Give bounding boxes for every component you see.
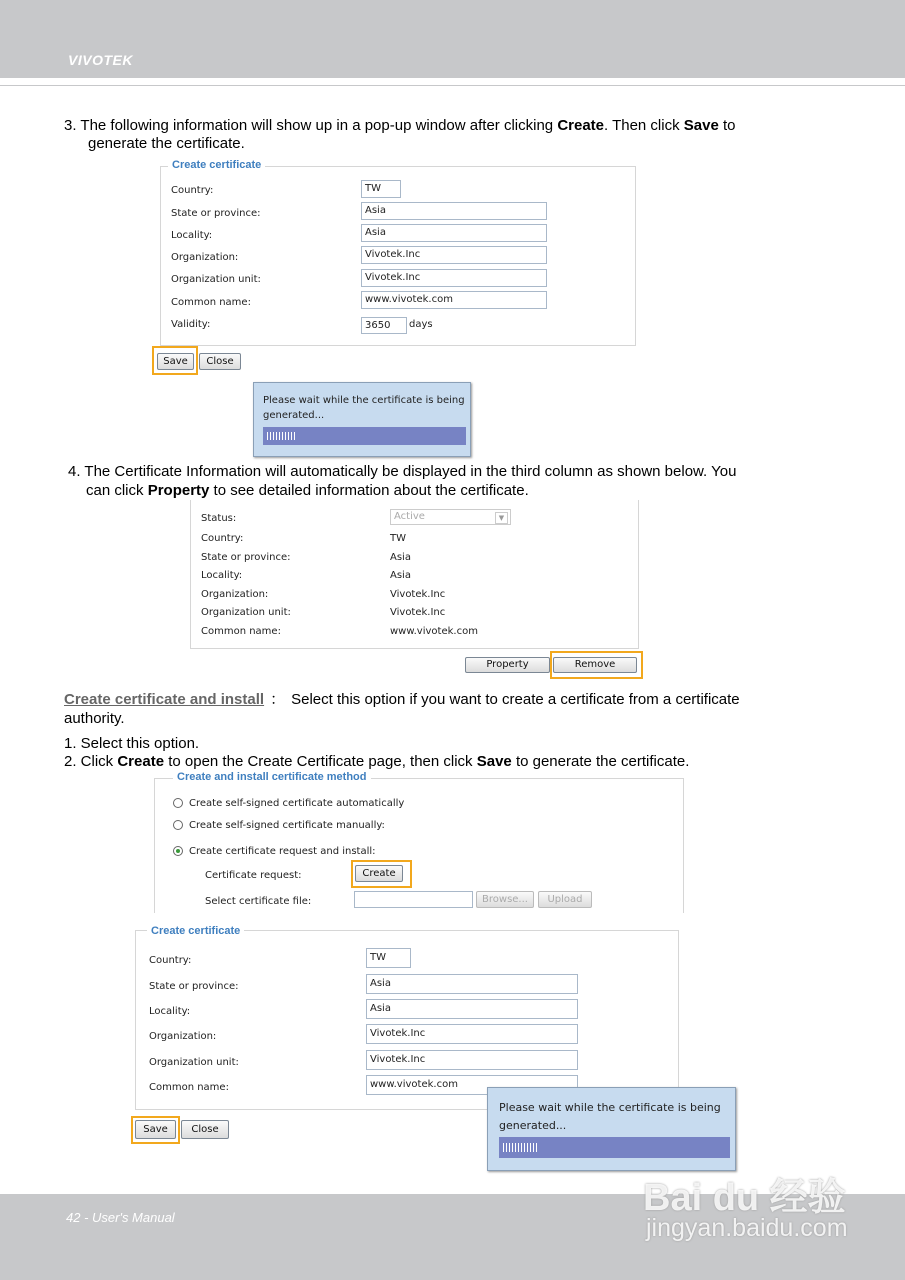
chevron-down-icon: ▼ xyxy=(495,512,508,524)
locality-label-2: Locality: xyxy=(149,1006,191,1017)
cert-file-label: Select certificate file: xyxy=(205,896,312,907)
organization-label: Organization: xyxy=(171,252,239,263)
upload-button[interactable]: Upload xyxy=(538,891,592,908)
property-button[interactable]: Property xyxy=(465,657,550,673)
radio-auto-label: Create self-signed certificate automatically xyxy=(189,798,405,809)
info-organization-value: Vivotek.Inc xyxy=(390,589,446,600)
validity-label: Validity: xyxy=(171,319,211,330)
locality-input[interactable]: Asia xyxy=(361,224,547,242)
info-organization-label: Organization: xyxy=(201,589,269,600)
organization-label-2: Organization: xyxy=(149,1031,217,1042)
create-certificate-legend-2: Create certificate xyxy=(147,925,244,937)
header-divider xyxy=(0,85,905,86)
save-button[interactable]: Save xyxy=(157,353,194,370)
common-name-input-2[interactable]: www.vivotek.com xyxy=(366,1075,578,1095)
step4-text-line2: can click Property to see detailed information about the certificate. xyxy=(86,482,529,499)
validity-unit: days xyxy=(409,319,433,330)
popup-message: Please wait while the certificate is being generated... xyxy=(263,395,465,421)
radio-request-label: Create certificate request and install: xyxy=(189,846,376,857)
info-organization-unit-label: Organization unit: xyxy=(201,607,291,618)
radio-request[interactable] xyxy=(173,846,183,856)
page-number: 42 - User's Manual xyxy=(66,1210,175,1225)
info-state-label: State or province: xyxy=(201,552,291,563)
create-button[interactable]: Create xyxy=(355,865,403,882)
step2-text: 2. Click Create to open the Create Certificate page, then click Save to generate the certificate. xyxy=(64,753,690,770)
common-name-label: Common name: xyxy=(171,297,251,308)
brand-logo: VIVOTEK xyxy=(68,52,133,68)
state-input-2[interactable]: Asia xyxy=(366,974,578,994)
browse-button[interactable]: Browse... xyxy=(476,891,534,908)
status-select[interactable]: Active ▼ xyxy=(390,509,511,525)
watermark-url: jingyan.baidu.com xyxy=(646,1214,848,1242)
progress-fill xyxy=(267,432,297,440)
validity-input[interactable]: 3650 xyxy=(361,317,407,334)
info-country-value: TW xyxy=(390,533,406,544)
section-heading-line2: authority. xyxy=(64,710,125,727)
close-button[interactable]: Close xyxy=(199,353,241,370)
info-locality-label: Locality: xyxy=(201,570,243,581)
organization-unit-input-2[interactable]: Vivotek.Inc xyxy=(366,1050,578,1070)
progress-fill-2 xyxy=(503,1143,537,1152)
section-heading: Create certificate and install ： Select this option if you want to create a certificate from a certificate xyxy=(64,691,740,708)
status-label: Status: xyxy=(201,513,237,524)
state-label: State or province: xyxy=(171,208,261,219)
close-button-2[interactable]: Close xyxy=(181,1120,229,1139)
radio-manual[interactable] xyxy=(173,820,183,830)
locality-input-2[interactable]: Asia xyxy=(366,999,578,1019)
popup-message-2: Please wait while the certificate is being generated... xyxy=(499,1101,721,1132)
country-input-2[interactable]: TW xyxy=(366,948,411,968)
save-button-2[interactable]: Save xyxy=(135,1120,176,1139)
watermark-logo: Bai du 经验 xyxy=(643,1177,846,1219)
common-name-input[interactable]: www.vivotek.com xyxy=(361,291,547,309)
method-legend: Create and install certificate method xyxy=(173,771,371,783)
organization-input-2[interactable]: Vivotek.Inc xyxy=(366,1024,578,1044)
step3-text-line2: generate the certificate. xyxy=(88,135,245,152)
cert-file-input[interactable] xyxy=(354,891,473,908)
country-input[interactable]: TW xyxy=(361,180,401,198)
info-country-label: Country: xyxy=(201,533,244,544)
radio-manual-label: Create self-signed certificate manually: xyxy=(189,820,385,831)
organization-unit-label-2: Organization unit: xyxy=(149,1057,239,1068)
info-common-name-value: www.vivotek.com xyxy=(390,626,478,637)
step1-text: 1. Select this option. xyxy=(64,735,200,752)
section-link[interactable]: Create certificate and install xyxy=(64,691,265,708)
cert-request-label: Certificate request: xyxy=(205,870,302,881)
step3-text: 3. The following information will show up in a pop-up window after clicking Create. Then click Save to xyxy=(64,117,736,134)
state-input[interactable]: Asia xyxy=(361,202,547,220)
info-organization-unit-value: Vivotek.Inc xyxy=(390,607,446,618)
country-label: Country: xyxy=(171,185,214,196)
info-common-name-label: Common name: xyxy=(201,626,281,637)
locality-label: Locality: xyxy=(171,230,213,241)
state-label-2: State or province: xyxy=(149,981,239,992)
radio-auto[interactable] xyxy=(173,798,183,808)
create-certificate-legend: Create certificate xyxy=(168,159,265,171)
organization-input[interactable]: Vivotek.Inc xyxy=(361,246,547,264)
step4-text: 4. The Certificate Information will automatically be displayed in the third column as shown below. You xyxy=(68,463,737,480)
info-locality-value: Asia xyxy=(390,570,411,581)
info-state-value: Asia xyxy=(390,552,411,563)
organization-unit-label: Organization unit: xyxy=(171,274,261,285)
remove-button[interactable]: Remove xyxy=(553,657,637,673)
header-bar xyxy=(0,0,905,78)
country-label-2: Country: xyxy=(149,955,192,966)
organization-unit-input[interactable]: Vivotek.Inc xyxy=(361,269,547,287)
common-name-label-2: Common name: xyxy=(149,1082,229,1093)
